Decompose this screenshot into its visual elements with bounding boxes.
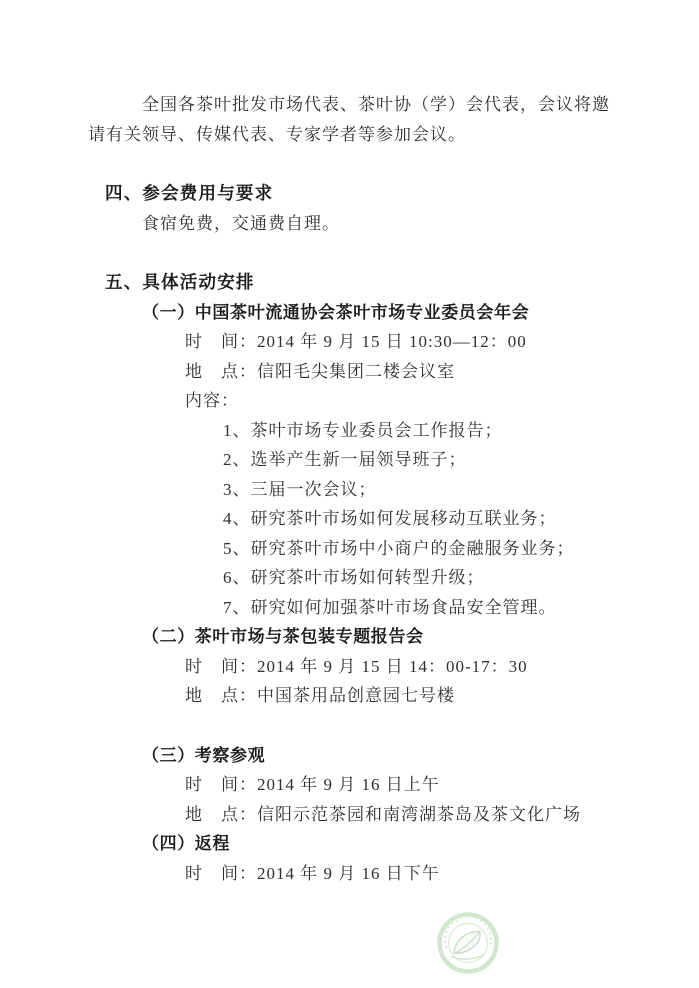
document-content xyxy=(88,90,648,888)
detail-line: 时 间：2014 年 9 月 15 日 14：00-17：30 xyxy=(185,656,528,676)
detail-line: 时 间：2014 年 9 月 16 日下午 xyxy=(185,863,440,883)
subsection-heading: （一）中国茶叶流通协会茶叶市场专业委员会年会 xyxy=(142,302,530,322)
agenda-item: 2、选举产生新一届领导班子； xyxy=(223,450,467,469)
section-heading: 五、具体活动安排 xyxy=(105,272,255,292)
detail-line: 地 点：信阳毛尖集团二楼会议室 xyxy=(185,361,455,381)
detail-line: 地 点：信阳示范茶园和南湾湖茶岛及茶文化广场 xyxy=(185,804,581,824)
paragraph-line: 请有关领导、传媒代表、专家学者等参加会议。 xyxy=(88,124,466,144)
agenda-item: 7、研究如何加强茶叶市场食品安全管理。 xyxy=(223,597,557,617)
section-heading: 四、参会费用与要求 xyxy=(105,183,274,203)
agenda-item: 4、研究茶叶市场如何发展移动互联业务； xyxy=(223,509,557,528)
detail-line: 内容： xyxy=(185,391,239,410)
paragraph-line: 全国各茶叶批发市场代表、茶叶协（学）会代表，会议将邀 xyxy=(142,95,610,114)
subsection-heading: （四）返程 xyxy=(142,834,230,853)
green-leaf-seal-icon xyxy=(435,910,501,976)
subsection-heading: （二）茶叶市场与茶包装专题报告会 xyxy=(142,627,424,646)
agenda-item: 3、三届一次会议； xyxy=(223,479,377,499)
detail-line: 时 间：2014 年 9 月 16 日上午 xyxy=(185,775,440,794)
paragraph-line: 食宿免费，交通费自理。 xyxy=(142,213,340,233)
agenda-item: 1、茶叶市场专业委员会工作报告； xyxy=(223,420,503,440)
detail-line: 地 点：中国茶用品创意园七号楼 xyxy=(185,686,455,705)
agenda-item: 5、研究茶叶市场中小商户的金融服务业务； xyxy=(223,538,575,558)
agenda-item: 6、研究茶叶市场如何转型升级； xyxy=(223,568,485,587)
detail-line: 时 间：2014 年 9 月 15 日 10:30—12：00 xyxy=(185,332,527,351)
subsection-heading: （三）考察参观 xyxy=(142,745,266,765)
leaf-icon xyxy=(454,931,480,953)
